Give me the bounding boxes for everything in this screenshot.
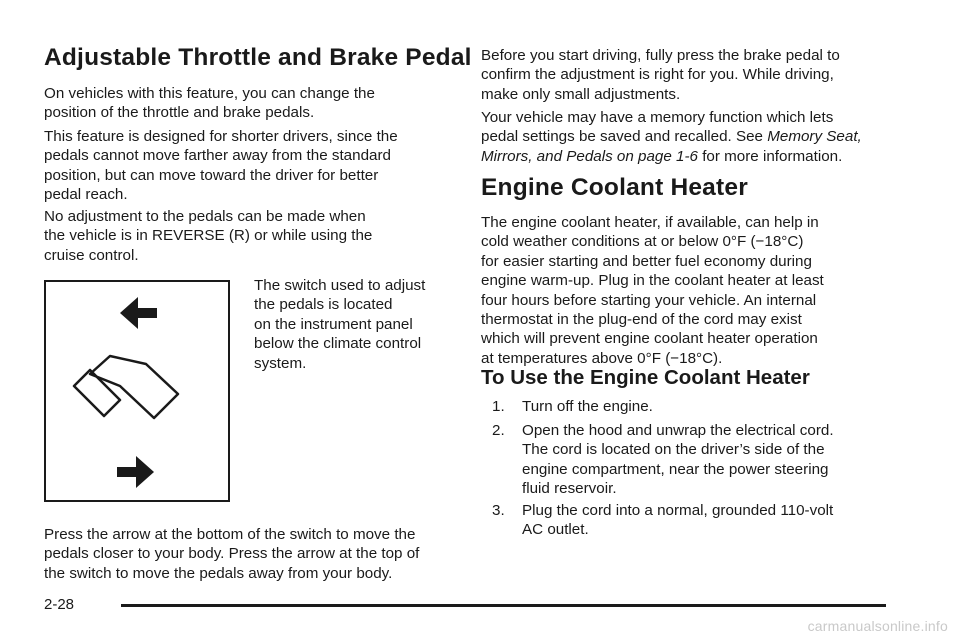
step-number: 2. — [492, 422, 505, 439]
page-number: 2-28 — [44, 596, 75, 613]
text-line: position of the throttle and brake pedals. — [44, 104, 315, 122]
arrow-left-icon — [120, 297, 157, 329]
text-line: Plug the cord into a normal, grounded 110-volt — [522, 502, 834, 519]
text-line: cruise control. — [44, 246, 139, 264]
text-line: On vehicles with this feature, you can change the — [44, 85, 375, 102]
text-line: for easier starting and better fuel economy during — [481, 252, 812, 270]
paragraph-pedal-design — [44, 127, 398, 205]
text-segment: for more information. — [697, 147, 843, 165]
text-line: the vehicle is in REVERSE (R) or while using the — [44, 227, 373, 245]
text-line: Your vehicle may have a memory function which lets — [481, 109, 834, 126]
text-line: No adjustment to the pedals can be made when — [44, 208, 366, 225]
paragraph-coolant-heater — [481, 213, 824, 368]
footer-divider — [121, 604, 886, 607]
text-line: position, but can move toward the driver for better — [44, 166, 379, 184]
text-line: AC outlet. — [522, 521, 589, 539]
paragraph-before-driving — [481, 46, 840, 104]
text-line: Press the arrow at the bottom of the switch to move the — [44, 526, 416, 543]
text-line: This feature is designed for shorter drivers, since the — [44, 128, 398, 145]
step-text — [522, 421, 834, 499]
cross-reference-link[interactable]: Mirrors, and Pedals on page 1-6 — [481, 147, 698, 165]
step-text — [522, 501, 833, 540]
text-line: four hours before starting your vehicle. An internal — [481, 291, 817, 309]
text-line: Before you start driving, fully press the brake pedal to — [481, 47, 840, 64]
paragraph-pedal-intro — [44, 84, 375, 123]
pedal-switch-figure — [44, 280, 230, 502]
text-line: pedals cannot move farther away from the standard — [44, 147, 391, 165]
step-number: 1. — [492, 398, 505, 415]
section-title-pedal: Adjustable Throttle and Brake Pedal — [44, 44, 472, 71]
text-line: at temperatures above 0°F (−18°C). — [481, 349, 723, 367]
subsection-title-use-heater: To Use the Engine Coolant Heater — [481, 366, 810, 389]
text-line: fluid reservoir. — [522, 480, 617, 498]
text-line — [481, 127, 862, 146]
text-line — [481, 147, 862, 166]
text-line: Turn off the engine. — [522, 398, 653, 415]
text-line: the pedals is located — [254, 296, 393, 314]
text-line: pedals closer to your body. Press the arrow at the top of — [44, 545, 420, 563]
text-line: make only small adjustments. — [481, 85, 681, 103]
text-line: the switch to move the pedals away from your body. — [44, 564, 393, 582]
text-line: pedal reach. — [44, 186, 128, 204]
text-line: thermostat in the plug-end of the cord may exist — [481, 311, 802, 329]
text-line: The engine coolant heater, if available, can help in — [481, 214, 819, 231]
cross-reference-link[interactable]: Memory Seat, — [767, 128, 862, 146]
pedal-switch-illustration — [46, 282, 228, 500]
text-line: below the climate control — [254, 335, 422, 353]
text-line: engine warm-up. Plug in the coolant heater at least — [481, 272, 824, 290]
text-line: The cord is located on the driver’s side of the — [522, 441, 825, 459]
paragraph-switch-location — [254, 276, 425, 373]
step-number: 3. — [492, 502, 505, 519]
text-line: The switch used to adjust — [254, 277, 426, 294]
paragraph-pedal-restriction — [44, 207, 372, 265]
text-line: confirm the adjustment is right for you. While driving, — [481, 66, 834, 84]
step-text — [522, 397, 653, 416]
text-segment: pedal settings be saved and recalled. See — [481, 128, 768, 146]
text-line: cold weather conditions at or below 0°F (−18°C) — [481, 233, 804, 251]
foot-pedal-icon — [74, 356, 178, 418]
paragraph-memory-function — [481, 108, 862, 166]
text-line: on the instrument panel — [254, 315, 413, 333]
watermark-text: carmanualsonline.info — [807, 618, 948, 634]
paragraph-switch-usage — [44, 525, 419, 583]
text-line: system. — [254, 354, 307, 372]
text-line: engine compartment, near the power steering — [522, 460, 829, 478]
text-line: Open the hood and unwrap the electrical cord. — [522, 422, 834, 439]
section-title-coolant-heater: Engine Coolant Heater — [481, 174, 748, 201]
text-line: which will prevent engine coolant heater operation — [481, 330, 818, 348]
arrow-right-icon — [117, 456, 154, 488]
